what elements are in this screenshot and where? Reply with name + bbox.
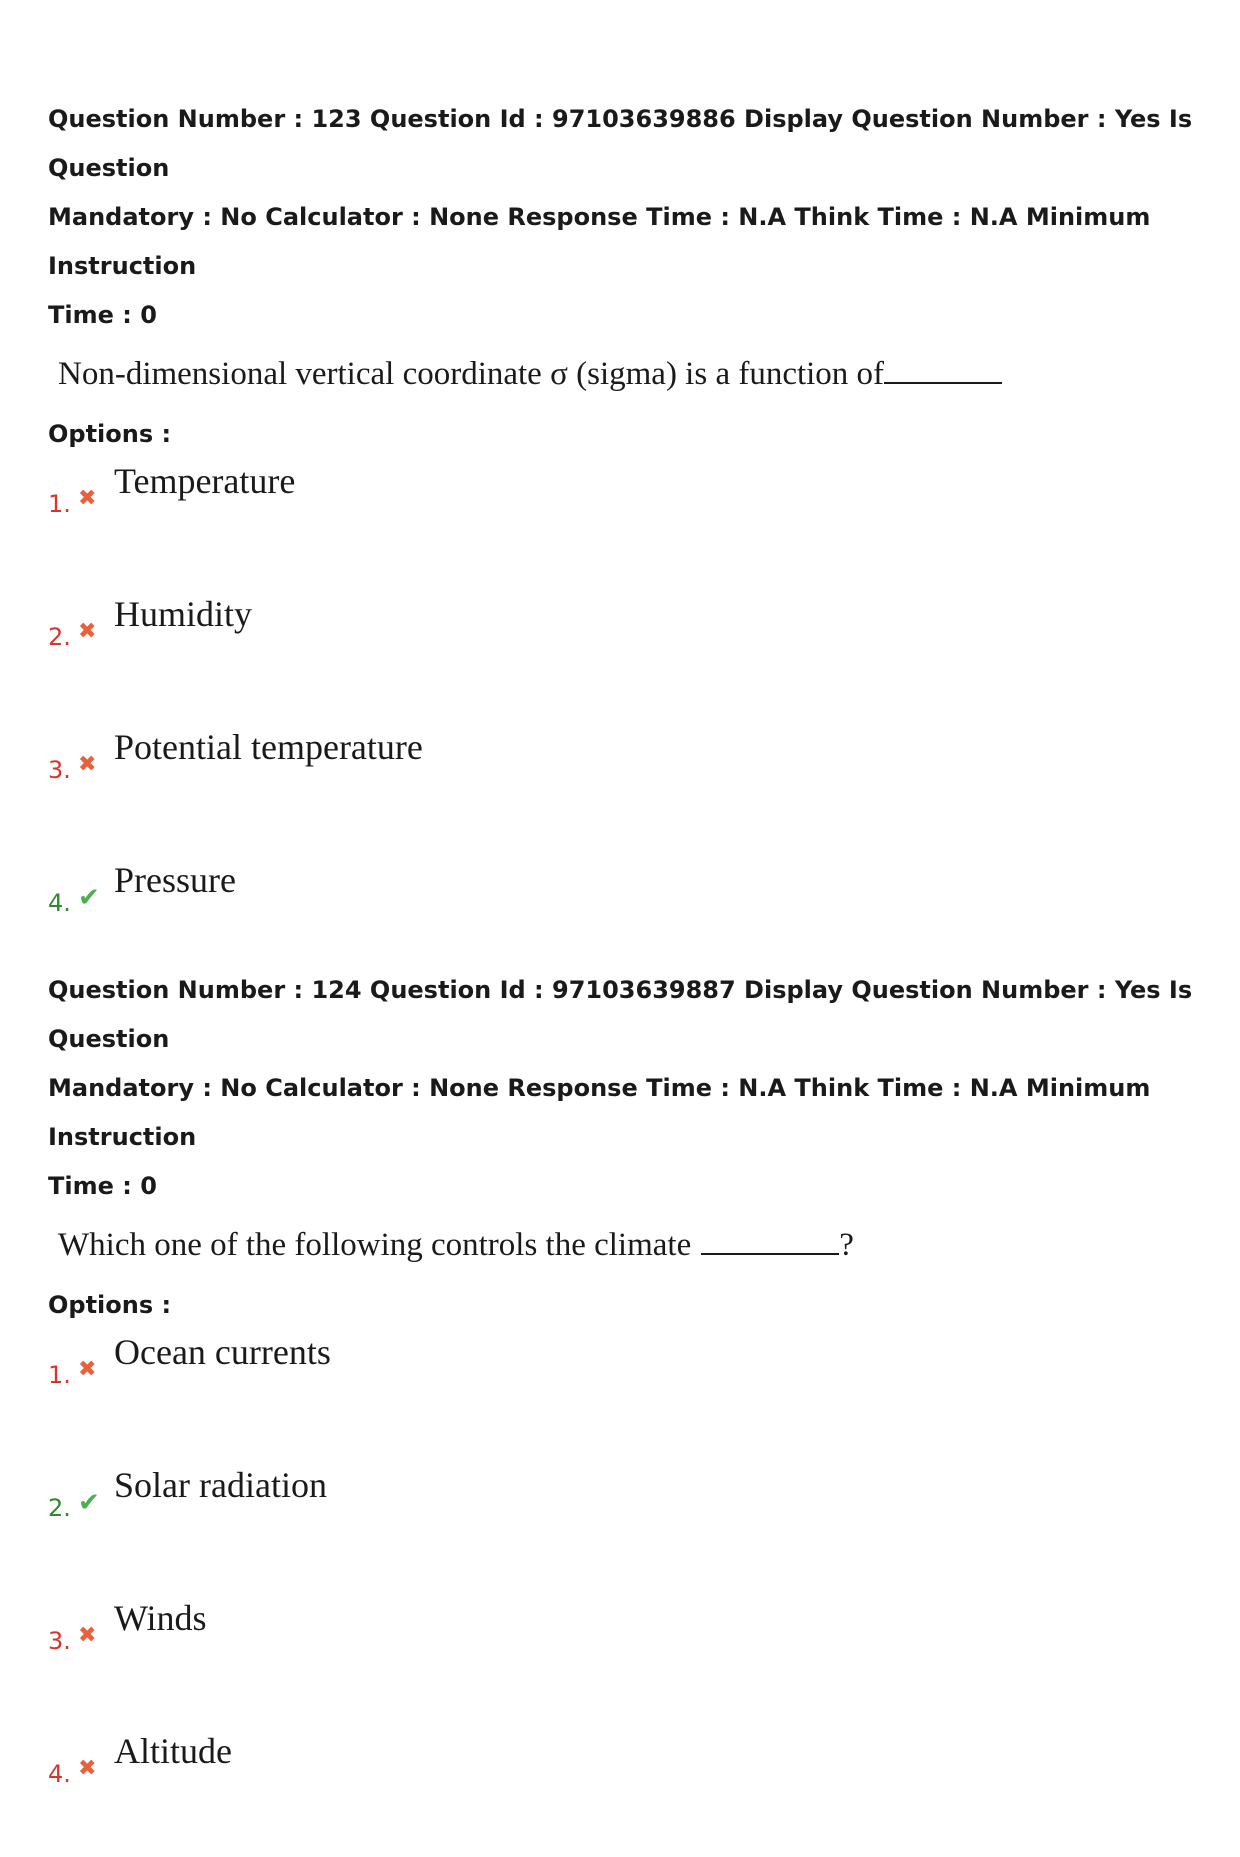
cross-icon: ✖: [78, 752, 97, 777]
option-item: [48, 1591, 1218, 1724]
answer-blank: [884, 344, 1002, 384]
option-text: Pressure: [114, 860, 236, 900]
option-text: Potential temperature: [114, 727, 423, 767]
option-number: 3.: [48, 1627, 71, 1655]
option-text: Humidity: [114, 594, 253, 634]
cross-icon: ✖: [78, 1623, 97, 1648]
options-label: Options :: [48, 1291, 172, 1319]
option-number: 1.: [48, 1361, 71, 1389]
option-text: Winds: [114, 1598, 207, 1638]
question-block: [48, 95, 1218, 986]
check-icon: ✔: [78, 883, 100, 913]
option-text: Temperature: [114, 461, 296, 501]
option-text: Solar radiation: [114, 1465, 327, 1505]
option-number: 1.: [48, 490, 71, 518]
option-number: 4.: [48, 889, 71, 917]
option-item: [48, 1325, 1218, 1458]
answer-blank: [701, 1215, 839, 1255]
question-meta-line: Question Number : 123 Question Id : 97103639886 Display Question Number : Yes Is Question: [48, 105, 1193, 182]
question-stem: [58, 344, 1218, 402]
option-item: [48, 454, 1218, 587]
option-number: 4.: [48, 1760, 71, 1788]
option-item: [48, 587, 1218, 720]
cross-icon: ✖: [78, 1357, 97, 1382]
options-label: Options :: [48, 420, 172, 448]
question-stem: [58, 1215, 1218, 1273]
question-stem-text: Which one of the following controls the climate: [58, 1227, 692, 1263]
option-text: Altitude: [114, 1731, 232, 1771]
option-text: Ocean currents: [114, 1332, 331, 1372]
question-stem-text: Non-dimensional vertical coordinate σ (sigma) is a function of: [58, 356, 885, 392]
option-number: 2.: [48, 623, 71, 651]
question-stem-suffix: ?: [839, 1227, 854, 1263]
question-meta-line: Time : 0: [48, 1172, 157, 1200]
option-item: [48, 1458, 1218, 1591]
cross-icon: ✖: [78, 486, 97, 511]
question-meta-line: Mandatory : No Calculator : None Response Time : N.A Think Time : N.A Minimum Instruction: [48, 1074, 1151, 1151]
question-meta-line: Mandatory : No Calculator : None Response Time : N.A Think Time : N.A Minimum Instruction: [48, 203, 1151, 280]
check-icon: ✔: [78, 1488, 100, 1518]
option-item: [48, 1724, 1218, 1857]
cross-icon: ✖: [78, 1756, 97, 1781]
option-item: [48, 720, 1218, 853]
option-number: 2.: [48, 1494, 71, 1522]
question-meta-line: Question Number : 124 Question Id : 97103639887 Display Question Number : Yes Is Question: [48, 976, 1193, 1053]
cross-icon: ✖: [78, 619, 97, 644]
option-number: 3.: [48, 756, 71, 784]
question-meta-line: Time : 0: [48, 301, 157, 329]
question-block: [48, 966, 1218, 1857]
